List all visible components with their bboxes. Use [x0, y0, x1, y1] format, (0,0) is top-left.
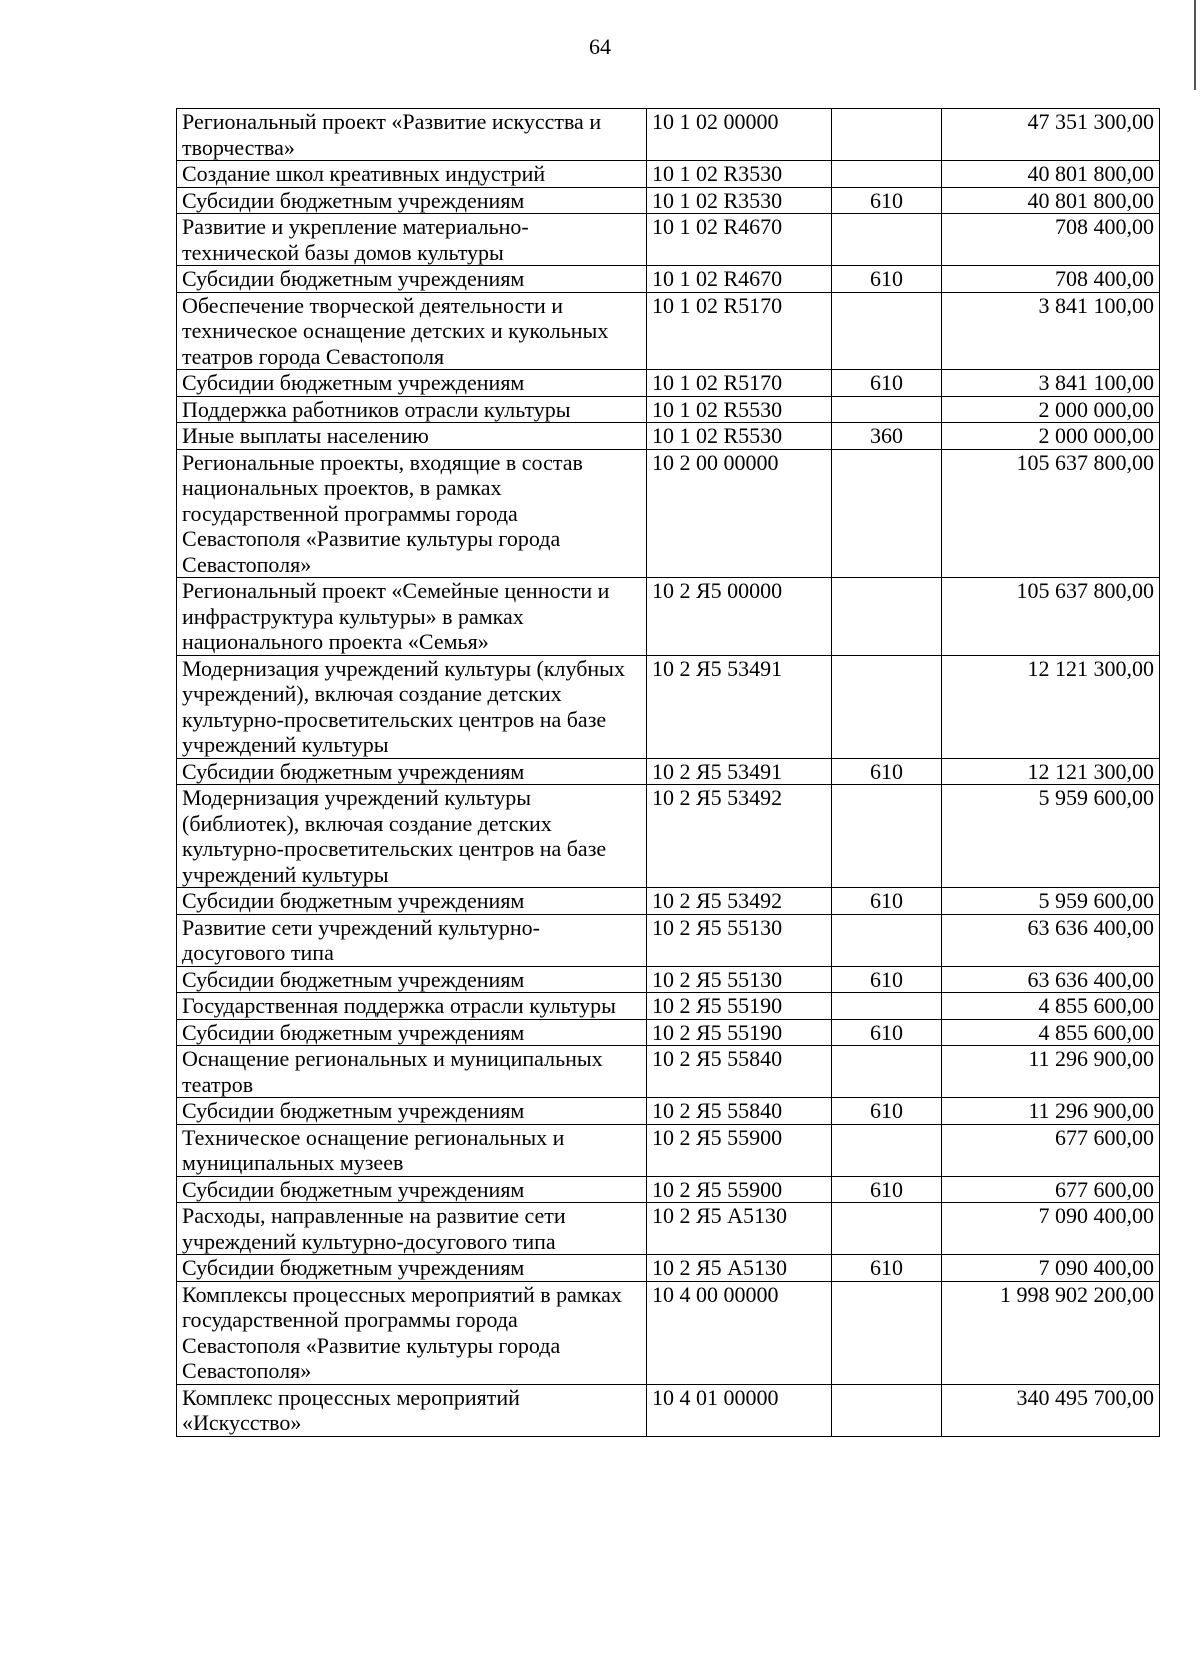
row-expense-type-cell — [832, 993, 942, 1020]
row-name-cell: Развитие и укрепление материально-технической базы домов культуры — [177, 214, 647, 266]
row-amount-cell: 40 801 800,00 — [942, 161, 1160, 188]
row-name-cell: Субсидии бюджетным учреждениям — [177, 888, 647, 915]
table-row — [177, 1203, 1160, 1255]
row-expense-type-cell — [832, 109, 942, 161]
row-csr-code-cell: 10 1 02 R3530 — [647, 161, 832, 188]
table-row — [177, 993, 1160, 1020]
row-csr-code-cell: 10 2 Я5 53492 — [647, 888, 832, 915]
table-row — [177, 1019, 1160, 1046]
row-amount-cell: 5 959 600,00 — [942, 888, 1160, 915]
row-name-cell: Субсидии бюджетным учреждениям — [177, 1098, 647, 1125]
row-csr-code-cell: 10 2 Я5 00000 — [647, 578, 832, 656]
row-amount-cell: 4 855 600,00 — [942, 993, 1160, 1020]
row-name-cell: Государственная поддержка отрасли культуры — [177, 993, 647, 1020]
row-csr-code-cell: 10 1 02 R5170 — [647, 370, 832, 397]
row-amount-cell: 2 000 000,00 — [942, 423, 1160, 450]
row-expense-type-cell: 610 — [832, 758, 942, 785]
row-expense-type-cell: 610 — [832, 266, 942, 293]
row-name-cell: Иные выплаты населению — [177, 423, 647, 450]
row-csr-code-cell: 10 2 Я5 55900 — [647, 1124, 832, 1176]
row-name-cell: Субсидии бюджетным учреждениям — [177, 1019, 647, 1046]
row-csr-code-cell: 10 2 Я5 55900 — [647, 1176, 832, 1203]
row-name-cell: Расходы, направленные на развитие сети учреждений культурно-досугового типа — [177, 1203, 647, 1255]
row-expense-type-cell: 360 — [832, 423, 942, 450]
table-row — [177, 966, 1160, 993]
row-expense-type-cell: 610 — [832, 1019, 942, 1046]
row-expense-type-cell — [832, 396, 942, 423]
row-amount-cell: 63 636 400,00 — [942, 966, 1160, 993]
row-name-cell: Субсидии бюджетным учреждениям — [177, 370, 647, 397]
row-amount-cell: 105 637 800,00 — [942, 449, 1160, 578]
row-name-cell: Обеспечение творческой деятельности и техническое оснащение детских и кукольных театров города Севастополя — [177, 292, 647, 370]
row-expense-type-cell: 610 — [832, 1255, 942, 1282]
row-expense-type-cell — [832, 1203, 942, 1255]
row-csr-code-cell: 10 2 00 00000 — [647, 449, 832, 578]
table-row — [177, 449, 1160, 578]
row-amount-cell: 1 998 902 200,00 — [942, 1281, 1160, 1384]
row-name-cell: Региональные проекты, входящие в состав национальных проектов, в рамках государственной программы города Севастополя «Развитие культуры города Севастополя» — [177, 449, 647, 578]
row-csr-code-cell: 10 2 Я5 55190 — [647, 1019, 832, 1046]
row-amount-cell: 7 090 400,00 — [942, 1255, 1160, 1282]
row-amount-cell: 12 121 300,00 — [942, 758, 1160, 785]
row-amount-cell: 677 600,00 — [942, 1176, 1160, 1203]
row-csr-code-cell: 10 2 Я5 53491 — [647, 758, 832, 785]
row-csr-code-cell: 10 2 Я5 А5130 — [647, 1255, 832, 1282]
table-row — [177, 1046, 1160, 1098]
row-amount-cell: 105 637 800,00 — [942, 578, 1160, 656]
row-amount-cell: 708 400,00 — [942, 214, 1160, 266]
table-row — [177, 266, 1160, 293]
row-name-cell: Субсидии бюджетным учреждениям — [177, 187, 647, 214]
row-csr-code-cell: 10 1 02 R4670 — [647, 214, 832, 266]
row-name-cell: Поддержка работников отрасли культуры — [177, 396, 647, 423]
table-row — [177, 655, 1160, 758]
page-number: 64 — [589, 34, 611, 59]
table-row — [177, 1281, 1160, 1384]
row-amount-cell: 11 296 900,00 — [942, 1046, 1160, 1098]
row-amount-cell: 3 841 100,00 — [942, 292, 1160, 370]
row-csr-code-cell: 10 4 00 00000 — [647, 1281, 832, 1384]
row-expense-type-cell — [832, 785, 942, 888]
row-name-cell: Развитие сети учреждений культурно-досугового типа — [177, 914, 647, 966]
row-csr-code-cell: 10 2 Я5 53491 — [647, 655, 832, 758]
row-expense-type-cell: 610 — [832, 1176, 942, 1203]
row-amount-cell: 4 855 600,00 — [942, 1019, 1160, 1046]
row-name-cell: Региональный проект «Семейные ценности и инфраструктура культуры» в рамках национального проекта «Семья» — [177, 578, 647, 656]
table-row — [177, 1255, 1160, 1282]
row-name-cell: Оснащение региональных и муниципальных театров — [177, 1046, 647, 1098]
table-row — [177, 292, 1160, 370]
row-expense-type-cell — [832, 161, 942, 188]
row-expense-type-cell: 610 — [832, 187, 942, 214]
row-name-cell: Региональный проект «Развитие искусства и творчества» — [177, 109, 647, 161]
row-amount-cell: 3 841 100,00 — [942, 370, 1160, 397]
row-amount-cell: 708 400,00 — [942, 266, 1160, 293]
row-name-cell: Техническое оснащение региональных и муниципальных музеев — [177, 1124, 647, 1176]
row-csr-code-cell: 10 1 02 R5530 — [647, 423, 832, 450]
table-row — [177, 370, 1160, 397]
row-expense-type-cell: 610 — [832, 888, 942, 915]
row-expense-type-cell — [832, 1124, 942, 1176]
table-row — [177, 1124, 1160, 1176]
table-row — [177, 1384, 1160, 1436]
table-row — [177, 187, 1160, 214]
row-csr-code-cell: 10 2 Я5 55130 — [647, 966, 832, 993]
table-row — [177, 109, 1160, 161]
row-amount-cell: 47 351 300,00 — [942, 109, 1160, 161]
row-expense-type-cell: 610 — [832, 966, 942, 993]
row-csr-code-cell: 10 2 Я5 55130 — [647, 914, 832, 966]
row-csr-code-cell: 10 1 02 R5530 — [647, 396, 832, 423]
row-name-cell: Субсидии бюджетным учреждениям — [177, 758, 647, 785]
table-row — [177, 758, 1160, 785]
row-expense-type-cell: 610 — [832, 370, 942, 397]
table-row — [177, 1098, 1160, 1125]
row-expense-type-cell: 610 — [832, 1098, 942, 1125]
row-amount-cell: 677 600,00 — [942, 1124, 1160, 1176]
row-expense-type-cell — [832, 1046, 942, 1098]
row-csr-code-cell: 10 2 Я5 А5130 — [647, 1203, 832, 1255]
row-csr-code-cell: 10 2 Я5 55190 — [647, 993, 832, 1020]
budget-table-body — [177, 109, 1160, 1437]
row-csr-code-cell: 10 1 02 R3530 — [647, 187, 832, 214]
row-expense-type-cell — [832, 655, 942, 758]
row-csr-code-cell: 10 2 Я5 55840 — [647, 1046, 832, 1098]
table-row — [177, 423, 1160, 450]
row-amount-cell: 12 121 300,00 — [942, 655, 1160, 758]
row-amount-cell: 40 801 800,00 — [942, 187, 1160, 214]
row-expense-type-cell — [832, 578, 942, 656]
row-name-cell: Модернизация учреждений культуры (библиотек), включая создание детских культурно-просветительских центров на базе учреждений культуры — [177, 785, 647, 888]
table-row — [177, 785, 1160, 888]
row-amount-cell: 2 000 000,00 — [942, 396, 1160, 423]
row-amount-cell: 340 495 700,00 — [942, 1384, 1160, 1436]
row-name-cell: Создание школ креативных индустрий — [177, 161, 647, 188]
table-row — [177, 914, 1160, 966]
row-amount-cell: 5 959 600,00 — [942, 785, 1160, 888]
budget-table — [176, 108, 1160, 1437]
row-csr-code-cell: 10 4 01 00000 — [647, 1384, 832, 1436]
row-amount-cell: 11 296 900,00 — [942, 1098, 1160, 1125]
row-name-cell: Субсидии бюджетным учреждениям — [177, 1176, 647, 1203]
row-name-cell: Комплексы процессных мероприятий в рамках государственной программы города Севастополя «Развитие культуры города Севастополя» — [177, 1281, 647, 1384]
scan-edge-line — [1194, 0, 1196, 90]
row-amount-cell: 63 636 400,00 — [942, 914, 1160, 966]
row-expense-type-cell — [832, 914, 942, 966]
row-csr-code-cell: 10 1 02 R4670 — [647, 266, 832, 293]
row-amount-cell: 7 090 400,00 — [942, 1203, 1160, 1255]
row-csr-code-cell: 10 1 02 R5170 — [647, 292, 832, 370]
row-expense-type-cell — [832, 1281, 942, 1384]
row-name-cell: Модернизация учреждений культуры (клубных учреждений), включая создание детских культурно-просветительских центров на базе учреждений культуры — [177, 655, 647, 758]
table-row — [177, 1176, 1160, 1203]
row-name-cell: Субсидии бюджетным учреждениям — [177, 1255, 647, 1282]
table-row — [177, 396, 1160, 423]
table-row — [177, 888, 1160, 915]
table-row — [177, 214, 1160, 266]
row-name-cell: Субсидии бюджетным учреждениям — [177, 966, 647, 993]
row-expense-type-cell — [832, 449, 942, 578]
row-csr-code-cell: 10 2 Я5 53492 — [647, 785, 832, 888]
table-row — [177, 578, 1160, 656]
row-csr-code-cell: 10 2 Я5 55840 — [647, 1098, 832, 1125]
row-expense-type-cell — [832, 292, 942, 370]
row-expense-type-cell — [832, 214, 942, 266]
row-csr-code-cell: 10 1 02 00000 — [647, 109, 832, 161]
row-expense-type-cell — [832, 1384, 942, 1436]
row-name-cell: Субсидии бюджетным учреждениям — [177, 266, 647, 293]
row-name-cell: Комплекс процессных мероприятий «Искусство» — [177, 1384, 647, 1436]
table-row — [177, 161, 1160, 188]
